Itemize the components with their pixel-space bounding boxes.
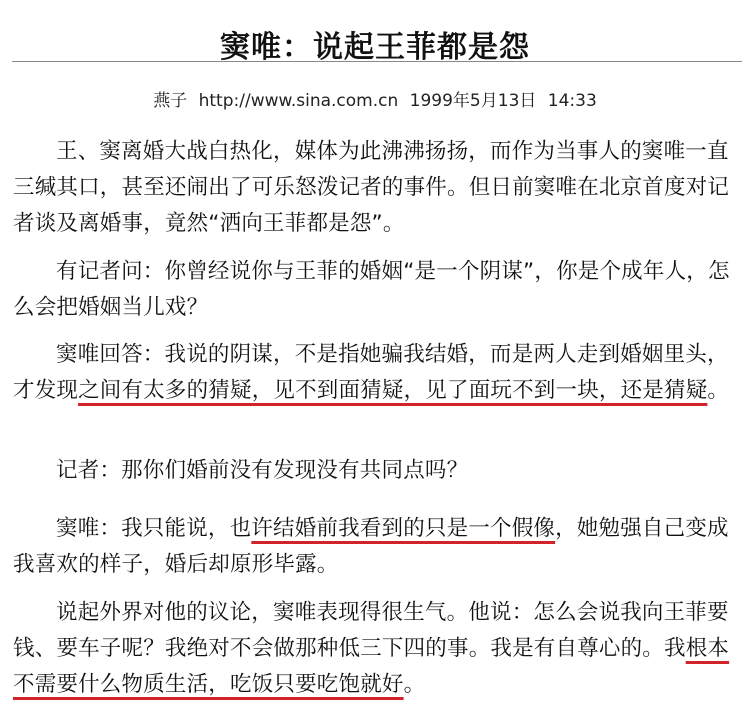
paragraph-3-text: 窦唯回答：我说的阴谋，不是指她骗我结婚，而是两人走到婚姻里头， 才发现 [13,342,729,403]
paragraph-6 [13,595,738,703]
paragraph-5 [13,511,738,583]
paragraph-5-end: ，她勉强自己变成我喜欢的样子，婚后却原形毕露。 [13,516,729,577]
byline [0,89,750,113]
paragraph-4: 记者：那你们婚前没有发现没有共同点吗？ [56,458,469,483]
paragraph-3 [13,337,738,409]
byline-date: 1999年5月13日 [409,91,537,111]
underlined-highlight: 之间有太多的猜疑，见不到面猜疑，见了面玩不到一块，还是猜疑 [78,378,708,403]
paragraph-6-text: 说起外界对他的议论，窦唯表现得很生气。他说：怎么会说我向王菲要钱、要车子呢？我绝对不会做那种低三下四的事。我是有自尊心的。我 [13,600,729,661]
byline-time: 14:33 [547,91,597,111]
paragraph-3-end: 。 [707,378,730,403]
paragraph-6-end: 。 [403,672,426,697]
title-divider [12,61,742,62]
paragraph-1: 王、窦离婚大战白热化，媒体为此沸沸扬扬，而作为当事人的窦唯一直三缄其口，甚至还闹出了可乐怒泼记者的事件。但日前窦唯在北京首度对记者谈及离婚事，竟然“洒向王菲都是怨”。 [13,139,730,236]
underlined-highlight: 根本不需要什么物质生活，吃饭只要吃饱就好 [13,636,730,697]
underlined-highlight: 许结婚前我看到的只是一个假像 [251,516,556,541]
paragraph-2: 有记者问：你曾经说你与王菲的婚姻“是一个阴谋”，你是个成年人，怎么会把婚姻当儿戏？ [13,259,730,320]
article-title: 窦唯：说起王菲都是怨 [220,30,530,66]
byline-url: http://www.sina.com.cn [198,91,399,111]
byline-source: 燕子 [153,91,188,111]
paragraph-5-text: 窦唯：我只能说，也 [56,516,252,541]
